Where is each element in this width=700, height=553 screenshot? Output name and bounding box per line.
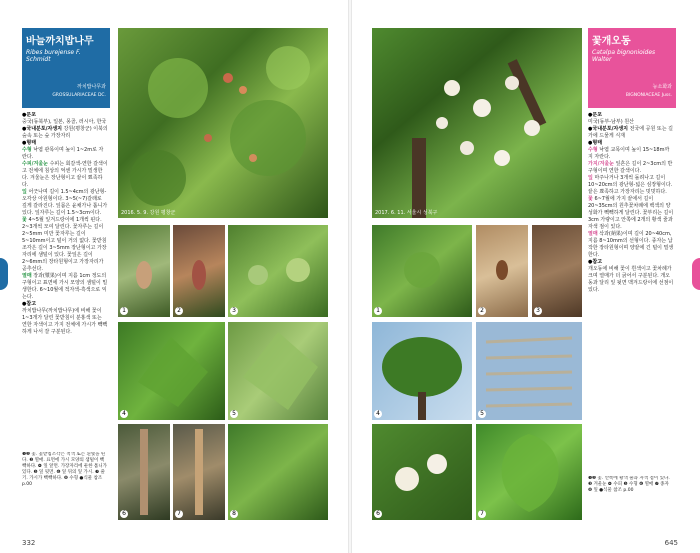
left-photo-8: 8 <box>228 424 328 520</box>
right-photo-caption: 2017. 6. 11. 서울시 성북구 <box>375 210 438 216</box>
leaf-illustration-icon <box>118 28 328 218</box>
left-latin-name: Ribes burejense F. Schmidt <box>26 49 81 63</box>
left-photo-5: 5 <box>228 322 328 420</box>
left-photo-6: 6 <box>118 424 170 520</box>
left-page-number: 332 <box>22 539 36 547</box>
right-section: ●분포 미국(동부-남부) 원산 <box>588 112 634 125</box>
left-section: 열매 장과(漿果)이며 지름 1cm 정도의 구형이고 표면에 가시 모양의 샘털이 밀생한다. 6~10월에 적자색-흑색으로 익는다. <box>22 273 108 300</box>
left-photo-1: 1 <box>118 225 170 317</box>
right-page <box>350 0 700 553</box>
right-photo-2: 2 <box>476 225 528 317</box>
left-section: ●참고 까치밥나무(까치밥나무)에 비해 꽃이 1~3개가 달린 꽃받침이 분홍색 또는 연한 자색이고 가지 전체에 가시가 빽빽하게 나서 잘 구분된다. <box>22 301 108 335</box>
right-section: 꽃 6~7월에 가지 끝에서 길이 20~35cm의 원추꽃차례에 백색의 양성화가 빽빽하게 달린다. 꽃부리는 길이 3cm 가량이고 안쪽에 2개의 황색 줄과 자색 점이 있다. <box>588 196 674 230</box>
right-photo-7: 7 <box>476 424 582 520</box>
flower-cluster-icon <box>372 28 582 218</box>
left-section: 수피/겨울눈 수피는 회갈색-연한 갈색이고 전체에 침상의 억센 가시가 밀생한다. 겨울눈은 장난형이고 끝이 뾰족하다. <box>22 161 108 188</box>
right-title: 꽃개오동 <box>592 36 631 47</box>
left-section: ●분포 중국(동북부), 일본, 몽골, 러시아, 한국 <box>22 112 107 125</box>
left-section: ●형태 <box>22 140 37 146</box>
right-family: 능소화과 <box>652 84 672 90</box>
right-photo-1: 1 <box>372 225 472 317</box>
right-photo-5: 5 <box>476 322 582 420</box>
right-section: ●국내분포/자생지 전국에 공원 또는 길가에 드물게 식재 <box>588 126 674 139</box>
left-photo-2: 2 <box>173 225 225 317</box>
right-family-latin: BIGNONIACEAE Juss. <box>625 93 672 98</box>
left-section: 잎 어긋나며 길이 1.5~4cm의 광난형-오각상 아원형이다. 3~5(~7)갈래로 깊게 갈라진다. 잎몸은 윤채가나 톱니가 있다. 잎자루는 길이 1.5~3cm이다. <box>22 189 108 216</box>
right-section: 수형 낙엽 교목이며 높이 15~18m까지 자란다. <box>588 147 670 160</box>
right-edge-tab <box>692 258 700 290</box>
right-description <box>588 112 674 452</box>
right-photo-4: 4 <box>372 322 472 420</box>
left-photo-caption: 2016. 5. 9. 강원 평창군 <box>121 210 176 216</box>
left-photo-4: 4 <box>118 322 225 420</box>
right-photo-captions: ❶❷ 꽃. 안쪽에 황색 줄과 자색 점이 있다. ❸ 겨울눈 ❹ 수피 ❺ 수형 ❻ 열매 ❼ 종자 ❽ 잎 ●식물 참조 p.00 <box>588 476 670 493</box>
left-section: ●국내분포/자생지 강원(평창군) 이북의 숲속 또는 숲 가장자리 <box>22 126 108 139</box>
left-main-photo <box>118 28 328 218</box>
right-section: ●형태 <box>588 140 603 146</box>
left-description <box>22 112 108 430</box>
right-section: 열매 삭과(蒴果)이며 길이 20~40cm, 지름 8~10mm의 선형이다. 종자는 납작한 장타원형이며 양끝에 긴 털이 밀생한다. <box>588 231 674 258</box>
right-title-block <box>588 28 676 108</box>
right-section: 잎 마주나거나 3개씩 돌려나고 길이 10~20cm의 광난형-넓은 심장형이다. 끝은 뾰족하고 가장자리는 밋밋하다. <box>588 175 673 195</box>
left-family-latin: GROSSULARIACEAE DC. <box>52 93 106 98</box>
left-family: 까치밥나무과 <box>77 84 106 90</box>
right-main-photo <box>372 28 582 218</box>
left-edge-tab <box>0 258 8 290</box>
right-section: ●참고 개오동에 비해 꽃이 흰색이고 꽃차례가 크며 열매가 더 굵어서 구분된다. 개오동과 달리 잎 뒷면 맥겨드랑이에 선점이 있다. <box>588 259 674 293</box>
left-photo-3: 3 <box>228 225 328 317</box>
right-page-number: 645 <box>664 539 678 547</box>
right-latin-name: Catalpa bignonioides Walter <box>592 49 656 63</box>
left-photo-captions: ❶❷ 꽃. 꽃받침조각은 적색 또는 흰빛을 띤다. ❸ 열매. 표면에 가시 모양의 샘털이 빽빽하다. ❹ 잎 앞면. 가장자리에 둔한 톱니가 있다. ❺ 잎 뒷면. ❻ 잎 뒤의 잎 가시. ❼ 줄기. 가시가 빽빽하다. ❽ 수형 ●식물 참조 p.00 <box>22 452 108 487</box>
right-photo-6: 6 <box>372 424 472 520</box>
left-photo-7: 7 <box>173 424 225 520</box>
right-photo-3: 3 <box>532 225 582 317</box>
left-section: 꽃 4~5월 잎겨드랑이에 1개씩 핀다. 2~3개씩 모여 달린다. 꽃자루는 길이 2~5mm 미만 꽃자루는 길이 5~10mm이고 털이 거의 없다. 꽃받침조각은 길이 3~5mm 장난형이고 가장자리에 샘털이 있다. 꽃잎은 길이 2~6mm의 장타원형이고 가장자리가 곧추선다. <box>22 217 107 272</box>
right-section: 가지/겨울눈 잎흔은 길이 2~3cm의 반구형이며 연한 갈색이다. <box>588 161 673 174</box>
left-section: 수형 낙엽 관목이며 높이 1~2m로 자란다. <box>22 147 104 160</box>
left-title: 바늘까치밥나무 <box>26 36 94 47</box>
left-title-block <box>22 28 110 108</box>
